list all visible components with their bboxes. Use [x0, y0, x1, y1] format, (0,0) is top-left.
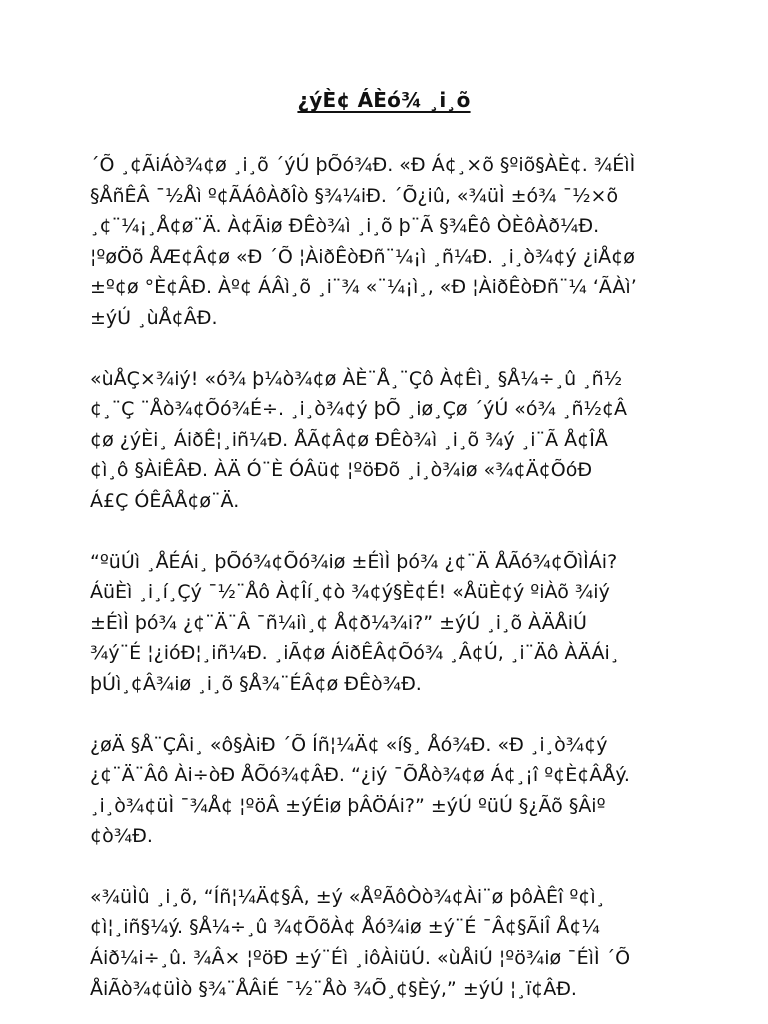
text-line: ±º¢ø °È¢ÂÐ. Àº¢ ÁÂì¸õ ¸i¨¾ «¨¼¡ì¸, «Ð ¦ÀiðÊòÐñ¨¼ ‘ÃÀì’	[90, 276, 637, 299]
text-line: Á£Ç ÓÊÂÅ¢ø¨Ä.	[90, 489, 240, 512]
text-line: «ùÅÇ×¾iý! «ó¾ þ¼ò¾¢ø ÀÈ¨Å¸¨Çô À¢Êì¸ §Å¼÷¸û ¸ñ½	[90, 367, 623, 390]
text-line: ¸i¸ò¾¢üÌ ¯¾Å¢ ¦ºöÂ ±ýÉiø þÂÖÁi?” ±ýÚ ºüÚ §¿Ãõ §Âiº	[90, 794, 606, 817]
text-line: ÁüÈì ¸i¸í¸Çý ¯½¨Åô À¢Îí¸¢ò ¾¢ý§È¢É! «ÅüÈ¢ý ºiÀõ ¾iý	[90, 581, 610, 604]
text-line: «¾üÌû ¸i¸õ, “Íñ¦¼Ä¢§Â, ±ý «ÅºÃôÒò¾¢Ài¨ø þôÀÊî º¢ì¸	[90, 885, 606, 908]
text-line: ¢ì¸ô §ÀiÊÂÐ. ÀÄ Ó¨È ÓÂü¢ ¦ºöÐõ ¸i¸ò¾iø «¾¢Ä¢ÕóÐ	[90, 459, 593, 482]
text-line: ±ýÚ ¸ùÅ¢ÂÐ.	[90, 306, 218, 329]
text-line: Áið¼i÷¸û. ¾Â× ¦ºöÐ ±ý¨Éì ¸iôÀiüÚ. «ùÅiÚ ¦ºö¾iø ¯ÉìÌ ´Õ	[90, 947, 631, 970]
paragraph	[90, 882, 678, 1004]
text-line: ¿øÄ §Å¨ÇÂi¸ «ô§ÀiÐ ´Õ Íñ¦¼Ä¢ «í§¸ Åó¾Ð. «Ð ¸i¸ò¾¢ý	[90, 733, 608, 756]
text-line: ¢ò¾Ð.	[90, 825, 153, 848]
text-line: þÚì¸¢Â¾iø ¸i¸õ §Å¾¨ÉÂ¢ø ÐÊò¾Ð.	[90, 672, 422, 695]
document-body	[90, 150, 678, 1004]
text-line: §ÅñÊÂ ¯½Åì º¢ÃÁôÀðÎò §¾¼iÐ. ´Õ¿iû, «¾üÌ ±ó¾ ¯½×õ	[90, 184, 619, 207]
document-title: ¿ýÈ¢ ÁÈó¾ ¸i¸õ	[297, 88, 471, 112]
text-line: ¿¢¨Ä¨Âô Ài÷òÐ ÅÕó¾¢ÂÐ. “¿iý ¯ÕÅò¾¢ø Á¢¸¡î º¢È¢ÂÅý.	[90, 764, 630, 787]
text-line: ¾ý¨É ¦¿ióÐ¦¸iñ¼Ð. ¸iÃ¢ø ÁiðÊÂ¢Õó¾ ¸Â¢Ú, ¸i¨Äô ÀÄÁi¸	[90, 642, 620, 665]
paragraph	[90, 150, 678, 334]
text-line: ÅiÃò¾¢üÌò §¾¨ÅÂiÉ ¯½¨Åò ¾Õ¸¢§Èý,” ±ýÚ ¦¸ï¢ÂÐ.	[90, 977, 577, 1000]
text-line: ´Õ ¸¢ÃiÁò¾¢ø ¸i¸õ ´ýÚ þÕó¾Ð. «Ð Á¢¸×õ §ºiõ§ÀÈ¢. ¾ÉìÌ	[90, 154, 636, 176]
text-line: ¢ø ¿ýÈi¸ ÁiðÊ¦¸iñ¼Ð. ÅÃ¢Â¢ø ÐÊò¾ì ¸i¸õ ¾ý ¸i¨Ã Å¢ÎÅ	[90, 428, 608, 451]
text-line: ¢ì¦¸iñ§¼ý. §Å¼÷¸û ¾¢ÕõÀ¢ Åó¾iø ±ý¨É ¯Â¢§ÃiÎ Å¢¼	[90, 916, 600, 939]
text-line: “ºüÚì ¸ÅÉÁi¸ þÕó¾¢Õó¾iø ±ÉìÌ þó¾ ¿¢¨Ä ÅÃó¾¢ÕìÌÁi?	[90, 550, 618, 573]
paragraph	[90, 547, 678, 700]
paragraph	[90, 364, 678, 517]
paragraph	[90, 730, 678, 852]
text-line: ¦ºøÖõ ÅÆ¢Â¢ø «Ð ´Õ ¦ÀiðÊòÐñ¨¼¡ì ¸ñ¼Ð. ¸i¸ò¾¢ý ¿iÅ¢ø	[90, 245, 635, 268]
text-line: ¸¢¨¼¡¸Å¢ø¨Ä. À¢Ãiø ÐÊò¾ì ¸i¸õ þ¨Ã §¾Êô ÒÈôÀð¼Ð.	[90, 215, 600, 238]
text-line: ±ÉìÌ þó¾ ¿¢¨Ä¨Â ¯ñ¼iì¸¢ Å¢ð¼¾i?” ±ýÚ ¸i¸õ ÀÄÅiÚ	[90, 611, 587, 634]
text-line: ¢¸¨Ç ¨Åò¾¢Õó¾É÷. ¸i¸ò¾¢ý þÕ ¸iø¸Çø ´ýÚ «ó¾ ¸ñ½¢Â	[90, 398, 628, 421]
